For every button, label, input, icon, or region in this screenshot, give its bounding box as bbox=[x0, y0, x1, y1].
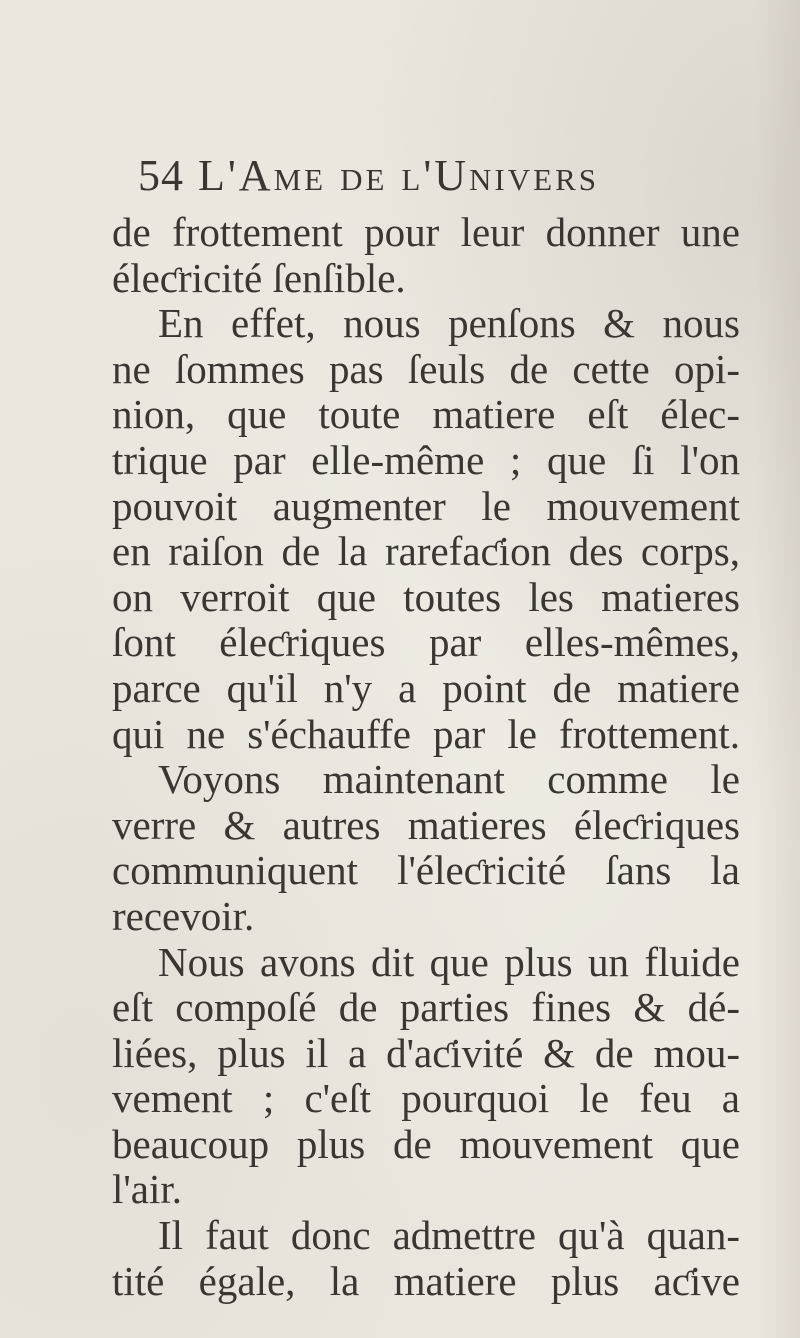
text-line: trique par elle-même ; que ſi l'on bbox=[112, 436, 740, 483]
page-header bbox=[138, 150, 698, 201]
text-line: eſt compoſé de parties fines & dé- bbox=[112, 984, 740, 1031]
text-line: vement ; c'eſt pourquoi le feu a bbox=[112, 1075, 740, 1122]
text-line: ſont éleƈriques par elles-mêmes, bbox=[112, 619, 740, 666]
text-line: nion, que toute matiere eſt élec- bbox=[112, 391, 740, 438]
text-line: qui ne s'échauffe par le frottement. bbox=[112, 710, 740, 757]
text-line: en raiſon de la rarefaƈion des corps, bbox=[112, 528, 740, 575]
text-line: verre & autres matieres éleƈriques bbox=[112, 801, 740, 848]
text-line: recevoir. bbox=[112, 892, 255, 939]
paragraph-start-line: Il faut donc admettre qu'à quan- bbox=[158, 1212, 740, 1259]
page-edge-shadow bbox=[755, 0, 800, 1338]
text-line: ne ſommes pas ſeuls de cette opi- bbox=[112, 345, 740, 392]
text-line: l'air. bbox=[112, 1166, 183, 1213]
paragraph-start-line: Nous avons dit que plus un fluide bbox=[158, 938, 740, 985]
text-line: beaucoup plus de mouvement que bbox=[112, 1120, 740, 1167]
text-line: parce qu'il n'y a point de matiere bbox=[112, 664, 740, 711]
text-line: de frottement pour leur donner une bbox=[112, 209, 740, 255]
text-line: liées, plus il a d'aƈivité & de mou- bbox=[112, 1029, 740, 1076]
text-line: éleƈricité ſenſible. bbox=[112, 254, 406, 301]
text-line: tité égale, la matiere plus aƈive bbox=[112, 1257, 740, 1304]
paragraph-start-line: En effet, nous penſons & nous bbox=[158, 300, 740, 347]
text-line: on verroit que toutes les matieres bbox=[112, 573, 740, 620]
text-line: pouvoit augmenter le mouvement bbox=[112, 482, 740, 529]
text-line: communiquent l'éleƈricité ſans la bbox=[112, 847, 740, 894]
running-head: L'Ame de l'Univers bbox=[198, 151, 599, 200]
body-text bbox=[112, 210, 740, 1304]
paragraph-start-line: Voyons maintenant comme le bbox=[158, 756, 740, 803]
page-number: 54 bbox=[138, 151, 184, 200]
